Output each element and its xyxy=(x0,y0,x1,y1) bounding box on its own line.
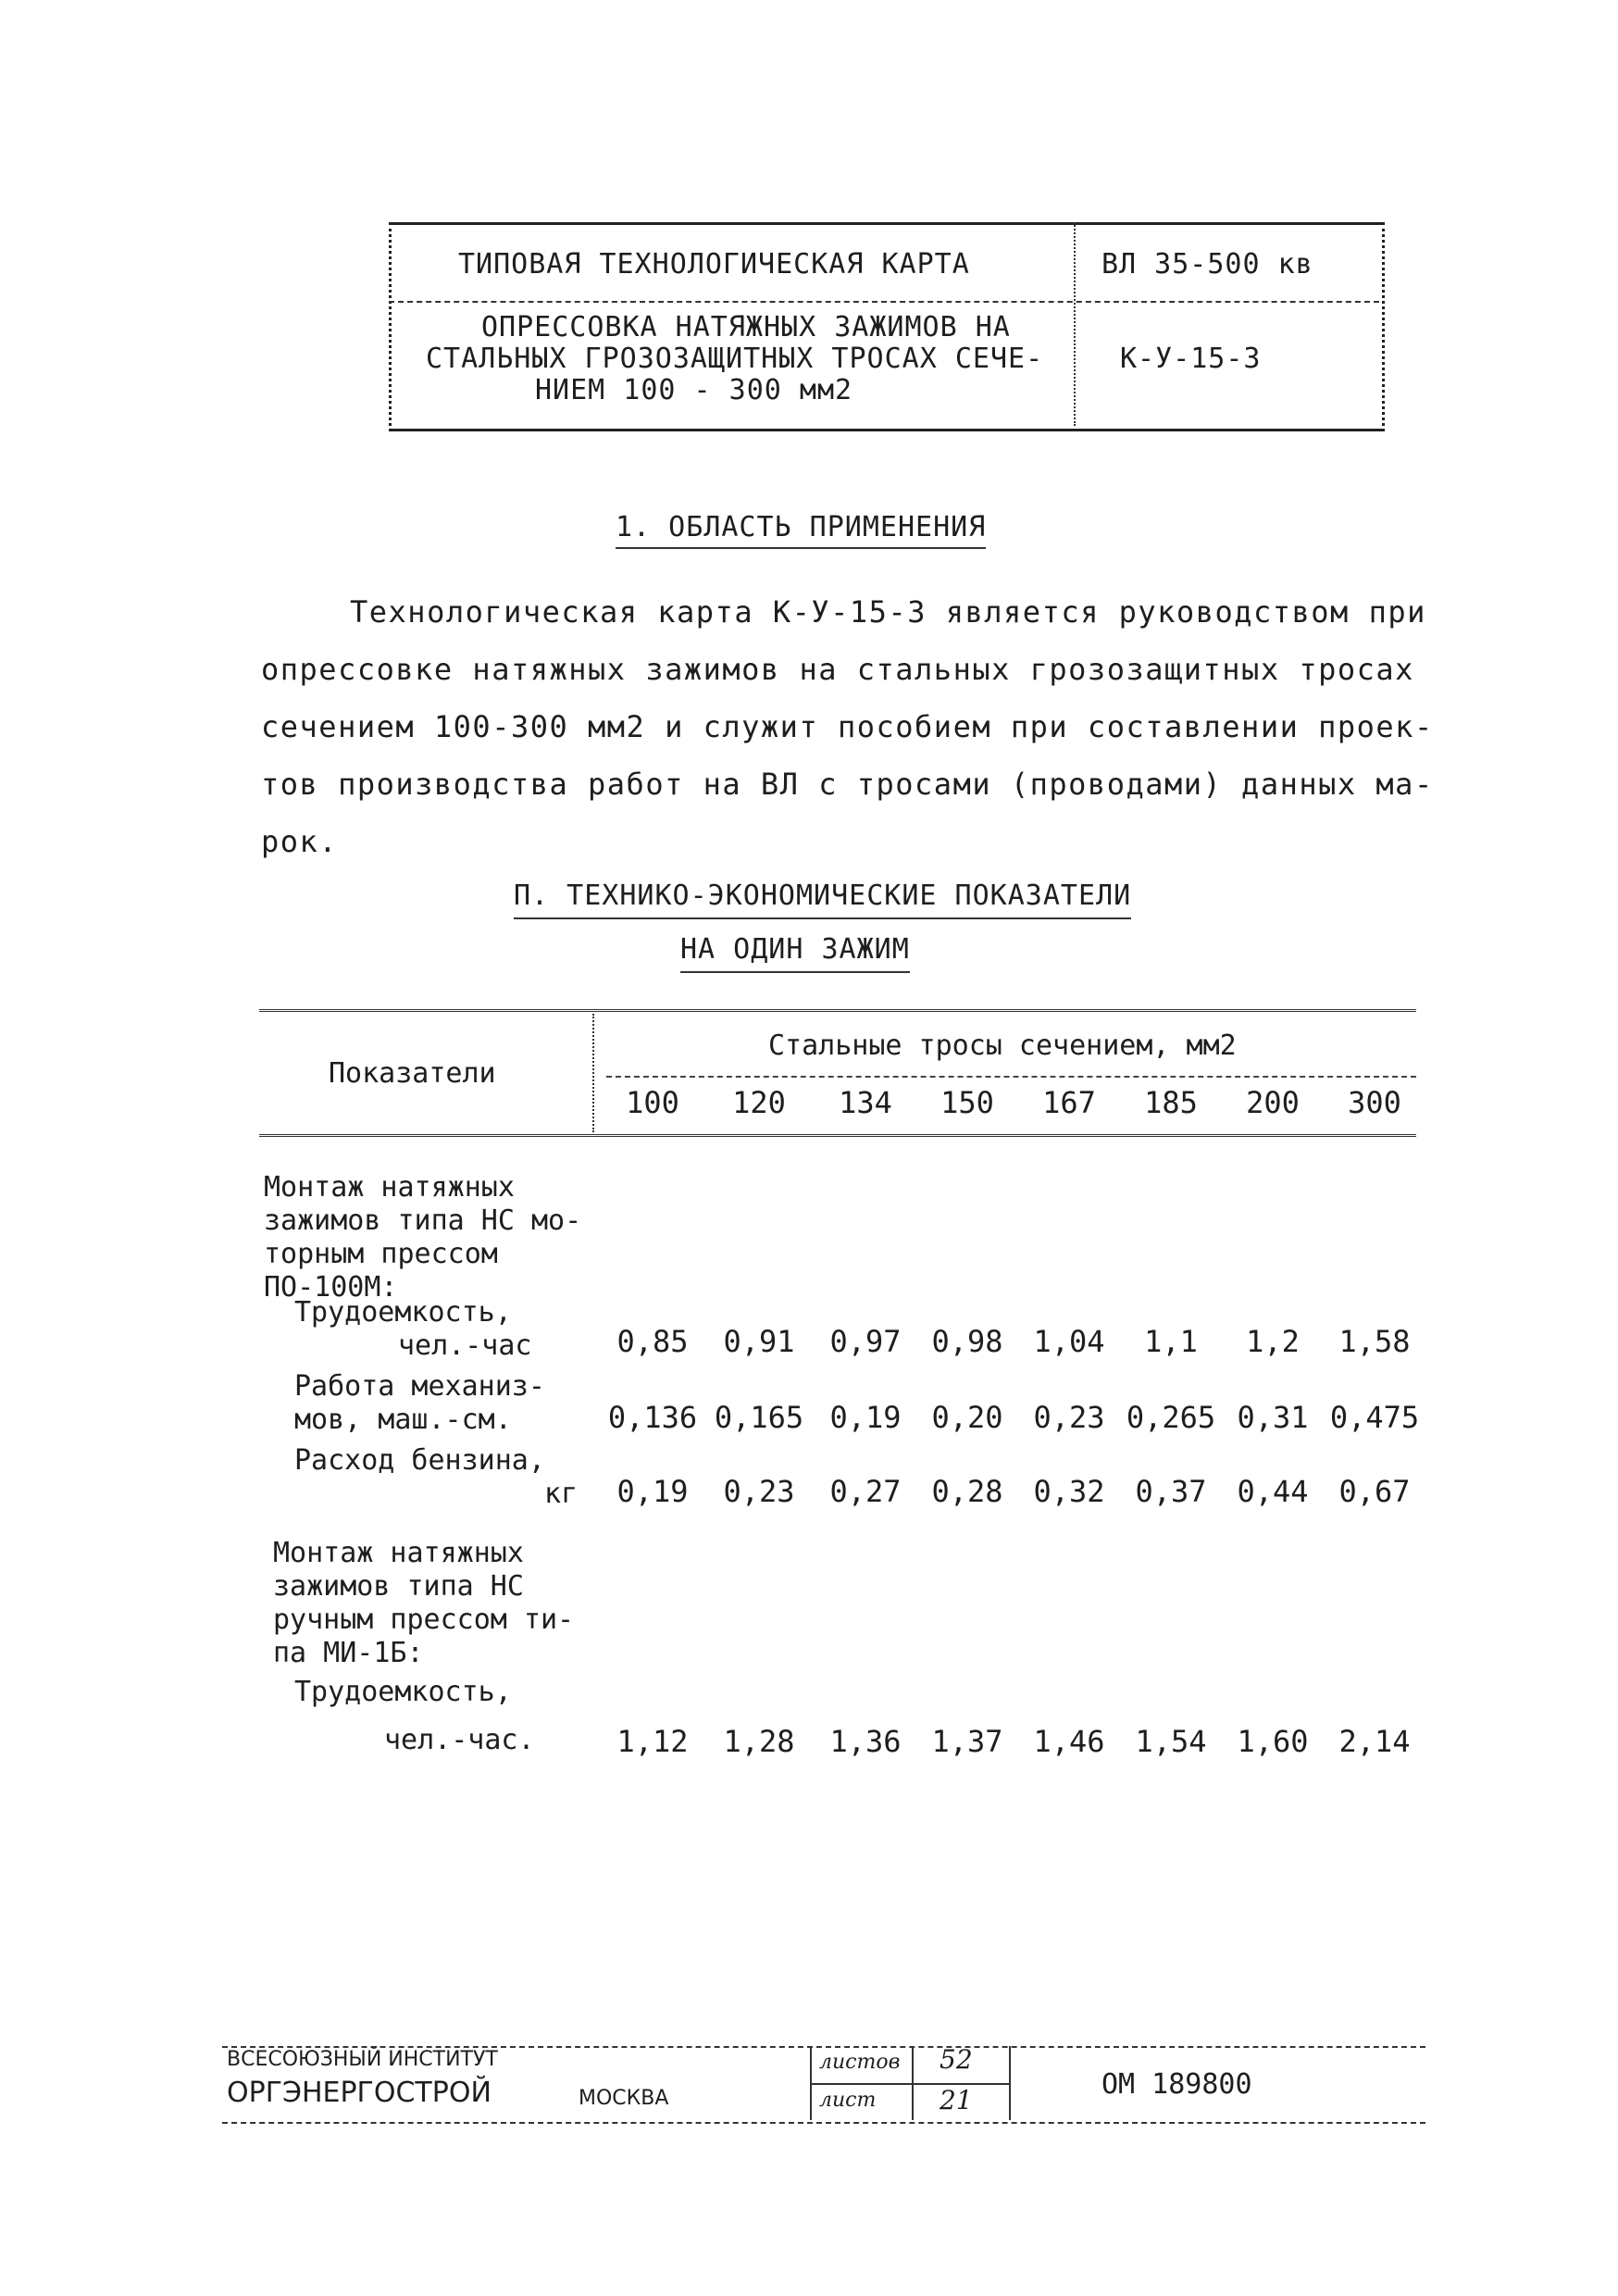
card-title: ТИПОВАЯ ТЕХНОЛОГИЧЕСКАЯ КАРТА xyxy=(458,248,970,281)
row-3-label-2: кг xyxy=(544,1478,579,1510)
row-1-label-1: Трудоемкость, xyxy=(294,1296,512,1329)
section-value: 167 xyxy=(1042,1085,1096,1120)
table-cell: 2,14 xyxy=(1338,1724,1411,1759)
section-value: 200 xyxy=(1246,1085,1300,1120)
paragraph-line-5: рок. xyxy=(261,824,339,859)
group-2-label-line-3: ручным прессом ти- xyxy=(273,1603,575,1636)
subject-line-1: ОПРЕССОВКА НАТЯЖНЫХ ЗАЖИМОВ НА xyxy=(481,311,1011,343)
table-cell: 1,28 xyxy=(723,1724,795,1759)
table-cell: 0,31 xyxy=(1237,1400,1309,1435)
table-cell: 0,27 xyxy=(829,1474,902,1509)
table-cell: 0,19 xyxy=(616,1474,689,1509)
table-cell: 0,23 xyxy=(1033,1400,1105,1435)
group-1-label-line-4: ПО-100М: xyxy=(264,1271,398,1304)
stamp-mid-rule xyxy=(810,2083,1009,2085)
section-value: 185 xyxy=(1144,1085,1198,1120)
paragraph-line-2: опрессовке натяжных зажимов на стальных грозозащитных тросах xyxy=(261,652,1414,687)
section-value: 300 xyxy=(1348,1085,1401,1120)
table-cell: 0,165 xyxy=(714,1400,804,1435)
row-2-label-2: мов, маш.-см. xyxy=(294,1404,512,1436)
table-cell: 1,2 xyxy=(1246,1324,1300,1359)
table-cell: 1,1 xyxy=(1144,1324,1198,1359)
group-1-label-line-1: Монтаж натяжных xyxy=(264,1171,515,1204)
table-cell: 1,46 xyxy=(1033,1724,1105,1759)
table-cell: 0,44 xyxy=(1237,1474,1309,1509)
stamp-divider-3 xyxy=(1009,2046,1011,2120)
group-2-label-line-1: Монтаж натяжных xyxy=(273,1537,524,1569)
document-number: ОМ 189800 xyxy=(1101,2068,1252,2101)
table-cell: 1,54 xyxy=(1135,1724,1207,1759)
table-cell: 1,36 xyxy=(829,1724,902,1759)
paragraph-line-1: Технологическая карта К-У-15-3 является руководством при xyxy=(350,594,1426,630)
code-bottom: К-У-15-3 xyxy=(1120,343,1262,375)
table-cell: 0,475 xyxy=(1329,1400,1420,1435)
header-cable-sections: Стальные тросы сечением, мм2 xyxy=(768,1029,1237,1062)
table-cell: 0,67 xyxy=(1338,1474,1411,1509)
sheet-value: 21 xyxy=(940,2085,973,2115)
table-cell: 0,20 xyxy=(931,1400,1003,1435)
group-2-label-line-2: зажимов типа НС xyxy=(273,1570,524,1603)
section-value: 100 xyxy=(626,1085,679,1120)
row-3-label-1: Расход бензина, xyxy=(294,1444,545,1477)
table-cell: 1,04 xyxy=(1033,1324,1105,1359)
paragraph-line-3: сечением 100-300 мм2 и служит пособием при составлении проек- xyxy=(261,709,1434,744)
table-cell: 1,12 xyxy=(616,1724,689,1759)
section-value: 134 xyxy=(839,1085,892,1120)
table-cell: 1,60 xyxy=(1237,1724,1309,1759)
institute-line-1: ВСЕСОЮЗНЫЙ ИНСТИТУТ xyxy=(227,2048,498,2071)
code-top: ВЛ 35-500 кв xyxy=(1101,248,1313,281)
header-divider xyxy=(389,301,1379,303)
sheets-value: 52 xyxy=(940,2044,973,2075)
section-2-subheading: НА ОДИН ЗАЖИМ xyxy=(680,933,910,973)
sheet-label: лист xyxy=(819,2089,877,2112)
table-cell: 0,136 xyxy=(607,1400,698,1435)
table-cell: 0,19 xyxy=(829,1400,902,1435)
header-divider-vertical xyxy=(1074,222,1076,426)
table-cell: 0,28 xyxy=(931,1474,1003,1509)
table-cell: 0,98 xyxy=(931,1324,1003,1359)
table-cell: 0,265 xyxy=(1126,1400,1216,1435)
table-cell: 1,37 xyxy=(931,1724,1003,1759)
table-column-divider xyxy=(592,1014,594,1132)
group-1-label-line-3: торным прессом xyxy=(264,1238,498,1270)
subject-line-3: НИЕМ 100 - 300 мм2 xyxy=(535,374,853,406)
sheets-label: листов xyxy=(819,2051,901,2074)
section-2-heading: П. ТЕХНИКО-ЭКОНОМИЧЕСКИЕ ПОКАЗАТЕЛИ xyxy=(514,880,1131,919)
table-cell: 0,97 xyxy=(829,1324,902,1359)
row-4-label-2: чел.-час. xyxy=(384,1724,535,1756)
city: МОСКВА xyxy=(579,2087,669,2110)
table-subheader-rule xyxy=(606,1076,1416,1078)
group-1-label-line-2: зажимов типа НС мо- xyxy=(264,1204,582,1237)
table-cell: 1,58 xyxy=(1338,1324,1411,1359)
table-header-rule xyxy=(259,1134,1416,1137)
header-indicators: Показатели xyxy=(329,1057,496,1090)
table-cell: 0,32 xyxy=(1033,1474,1105,1509)
section-value: 120 xyxy=(732,1085,786,1120)
row-4-label-1: Трудоемкость, xyxy=(294,1676,512,1708)
institute-line-2: ОРГЭНЕРГОСТРОЙ xyxy=(227,2077,492,2109)
table-top-rule xyxy=(259,1009,1416,1012)
table-cell: 0,85 xyxy=(616,1324,689,1359)
table-cell: 0,23 xyxy=(723,1474,795,1509)
table-cell: 0,37 xyxy=(1135,1474,1207,1509)
section-value: 150 xyxy=(940,1085,994,1120)
group-2-label-line-4: па МИ-1Б: xyxy=(273,1637,424,1669)
row-2-label-1: Работа механиз- xyxy=(294,1370,545,1403)
subject-line-2: СТАЛЬНЫХ ГРОЗОЗАЩИТНЫХ ТРОСАХ СЕЧЕ- xyxy=(426,343,1044,375)
paragraph-line-4: тов производства работ на ВЛ с тросами (проводами) данных ма- xyxy=(261,767,1434,802)
table-cell: 0,91 xyxy=(723,1324,795,1359)
section-1-heading: 1. ОБЛАСТЬ ПРИМЕНЕНИЯ xyxy=(616,511,986,549)
row-1-label-2: чел.-час xyxy=(398,1329,532,1362)
